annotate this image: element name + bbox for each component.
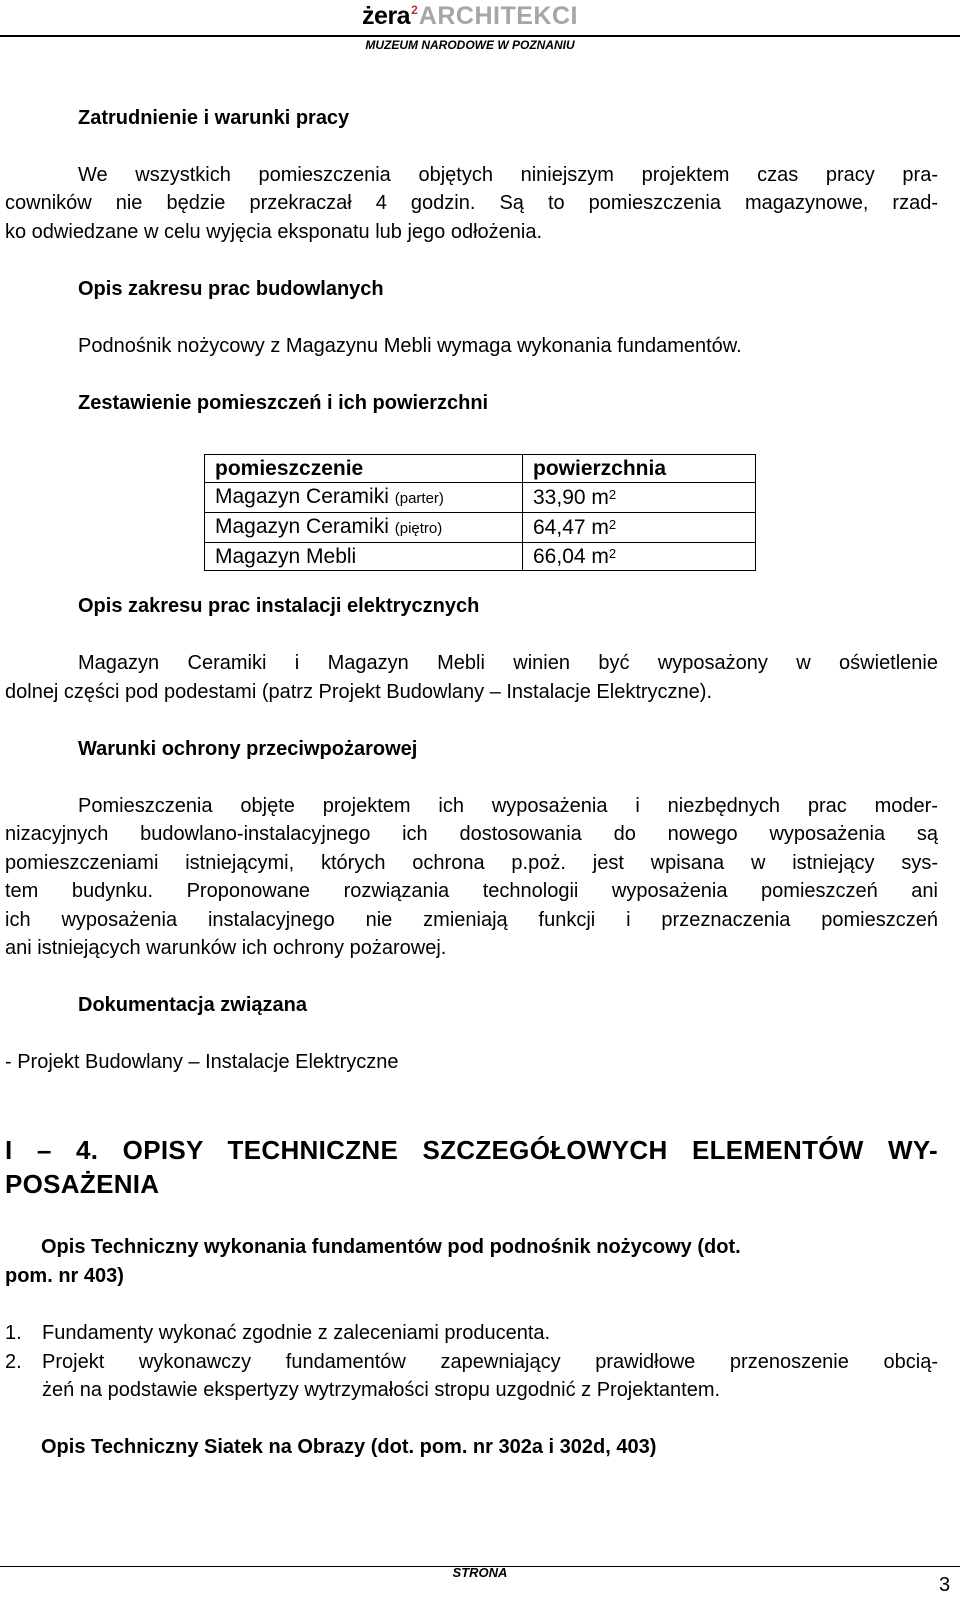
subheading-foundations-line-2: pom. nr 403)	[5, 1265, 124, 1287]
list-item	[5, 1348, 960, 1377]
list-text: Fundamenty wykonać zgodnie z zaleceniami producenta.	[42, 1322, 551, 1344]
room-area: 33,90 m	[533, 486, 609, 509]
area-unit-sup: 2	[608, 546, 617, 561]
electrical-line-2: dolnej części pod podestami (patrz Projekt Budowlany – Instalacje Elektryczne).	[5, 681, 713, 703]
list-item	[5, 1319, 960, 1348]
room-name-cell	[205, 513, 523, 543]
list-number: 2.	[5, 1351, 22, 1373]
heading-rooms: Zestawienie pomieszczeń i ich powierzchni	[78, 392, 489, 414]
room-area: 64,47 m	[533, 516, 609, 539]
room-name: Magazyn Ceramiki	[215, 515, 389, 538]
subheading-painting-racks: Opis Techniczny Siatek na Obrazy (dot. pom. nr 302a i 302d, 403)	[41, 1436, 657, 1458]
logo-superscript: 2	[411, 3, 418, 17]
rooms-col-room: pomieszczenie	[205, 455, 523, 483]
list-text: Projekt wykonawczy fundamentów zapewniający prawidłowe przenoszenie obcią-	[42, 1351, 938, 1373]
electrical-line-1: Magazyn Ceramiki i Magazyn Mebli winien być wyposażony w oświetlenie	[78, 652, 938, 674]
rooms-col-area: powierzchnia	[523, 455, 756, 483]
header-rule	[0, 35, 960, 37]
employment-line-3: ko odwiedzane w celu wyjęcia eksponatu lub jego odłożenia.	[5, 221, 543, 243]
room-name: Magazyn Mebli	[215, 545, 357, 568]
area-unit-sup: 2	[608, 517, 617, 532]
logo-main-text: żera	[362, 2, 411, 30]
fire-line-2: nizacyjnych budowlano-instalacyjnego ich dostosowania do nowego wyposażenia są	[5, 823, 938, 845]
employment-line-1: We wszystkich pomieszczenia objętych niniejszym projektem czas pracy pra-	[78, 164, 938, 186]
table-row	[205, 483, 756, 513]
heading-construction: Opis zakresu prac budowlanych	[78, 278, 384, 300]
room-detail: (parter)	[394, 490, 444, 507]
room-name-cell	[205, 483, 523, 513]
table-row	[205, 543, 756, 571]
room-area: 66,04 m	[533, 545, 609, 568]
fire-line-6: ani istniejących warunków ich ochrony pożarowej.	[5, 937, 447, 959]
heading-employment: Zatrudnienie i warunki pracy	[78, 107, 350, 129]
page-number: 3	[939, 1574, 951, 1596]
rooms-table	[204, 454, 756, 571]
room-area-cell	[523, 483, 756, 513]
heading-technical-line-1: I – 4. OPISY TECHNICZNE SZCZEGÓŁOWYCH ELEMENTÓW WY-	[5, 1135, 938, 1165]
logo-architekci-text: ARCHITEKCI	[418, 2, 578, 30]
company-logo	[0, 2, 940, 31]
heading-fire: Warunki ochrony przeciwpożarowej	[78, 738, 418, 760]
subheading-foundations-line-1: Opis Techniczny wykonania fundamentów pod podnośnik nożycowy (dot.	[41, 1236, 741, 1258]
room-area-cell	[523, 513, 756, 543]
footer-label: STRONA	[452, 1565, 508, 1580]
list-text-continued: żeń na podstawie ekspertyzy wytrzymałości stropu uzgodnić z Projektantem.	[42, 1379, 721, 1401]
employment-line-2: cowników nie będzie przekraczał 4 godzin. Są to pomieszczenia magazynowe, rzad-	[5, 192, 938, 214]
heading-docs: Dokumentacja związana	[78, 994, 307, 1016]
fire-line-3: pomieszczeniami istniejącymi, których ochrona p.poż. jest wpisana w istniejący sys-	[5, 852, 938, 874]
fire-line-5: ich wyposażenia instalacyjnego nie zmieniają funkcji i przeznaczenia pomieszczeń	[5, 909, 938, 931]
construction-text: Podnośnik nożycowy z Magazynu Mebli wymaga wykonania fundamentów.	[78, 335, 742, 357]
rooms-table-header	[205, 455, 756, 483]
heading-technical-line-2: POSAŻENIA	[5, 1169, 160, 1199]
room-detail: (piętro)	[394, 520, 443, 537]
fire-line-4: tem budynku. Proponowane rozwiązania technologii wyposażenia pomieszczeń ani	[5, 880, 938, 902]
fire-line-1: Pomieszczenia objęte projektem ich wyposażenia i niezbędnych prac moder-	[78, 795, 938, 817]
room-name-cell	[205, 543, 523, 571]
list-number: 1.	[5, 1322, 22, 1344]
heading-electrical: Opis zakresu prac instalacji elektrycznych	[78, 595, 480, 617]
header-subtitle: MUZEUM NARODOWE W POZNANIU	[365, 38, 575, 52]
room-area-cell	[523, 543, 756, 571]
room-name: Magazyn Ceramiki	[215, 485, 389, 508]
table-row	[205, 513, 756, 543]
docs-item: - Projekt Budowlany – Instalacje Elektryczne	[5, 1051, 399, 1073]
area-unit-sup: 2	[608, 487, 617, 502]
